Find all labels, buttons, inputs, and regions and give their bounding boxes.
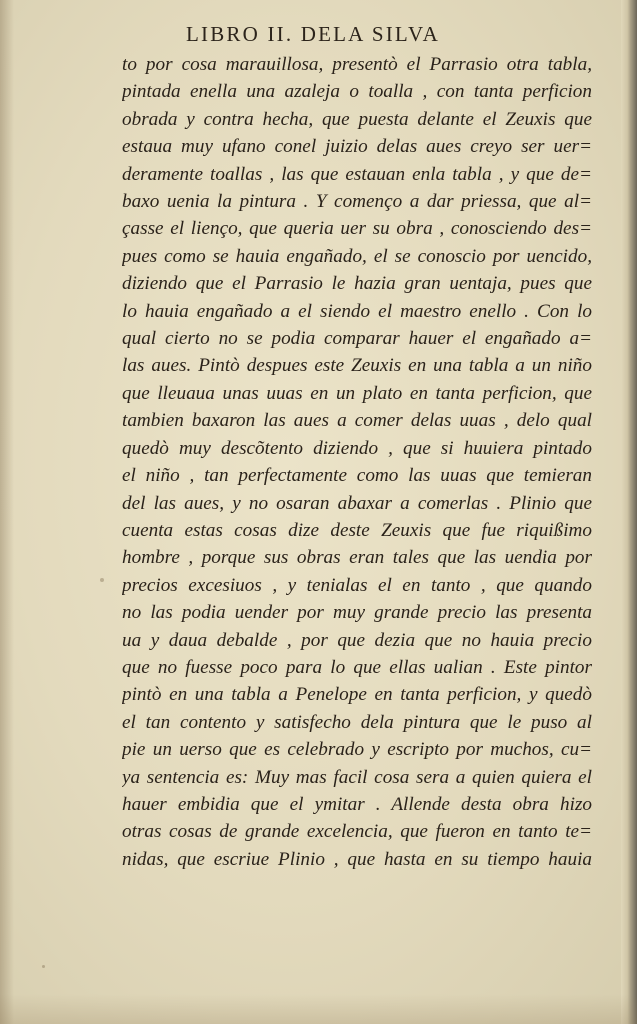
bottom-shadow <box>0 994 637 1024</box>
text-line: cuenta estas cosas dize deste Zeuxis que fue riquißimo <box>122 519 592 541</box>
text-line: to por cosa marauillosa, presentò el Parrasio otra tabla, <box>122 54 592 75</box>
text-line: çasse el lienço, que queria uer su obra , conosciendo des= <box>122 218 592 240</box>
text-line: obrada y contra hecha, que puesta delante el Zeuxis que <box>122 108 592 130</box>
text-line: lo hauia engañado a el siendo el maestro enello . Con lo <box>122 300 592 322</box>
text-line: diziendo que el Parrasio le hazia gran uentaja, pues que <box>122 273 592 295</box>
text-line: hombre , porque sus obras eran tales que las uendia por <box>122 547 592 569</box>
text-line: las aues. Pintò despues este Zeuxis en una tabla a un niño <box>122 355 592 377</box>
text-line: hauer embidia que el ymitar . Allende desta obra hizo <box>122 793 592 815</box>
text-line: no las podia uender por muy grande precio las presenta <box>122 602 592 624</box>
text-line: ya sentencia es: Muy mas facil cosa sera a quien quiera el <box>122 766 592 788</box>
page-edge <box>621 0 637 1024</box>
text-line: pues como se hauia engañado, el se conoscio por uencido, <box>122 245 592 267</box>
text-line: tambien baxaron las aues a comer delas uuas , delo qual <box>122 410 592 432</box>
text-line: pie un uerso que es celebrado y escripto por muchos, cu= <box>122 739 592 761</box>
text-line: nidas, que escriue Plinio , que hasta en su tiempo hauia <box>122 848 592 870</box>
ink-spot <box>100 578 104 582</box>
text-line: qual cierto no se podia comparar hauer el engañado a= <box>122 328 592 350</box>
text-line: deramente toallas , las que estauan enla tabla , y que de= <box>122 163 592 185</box>
text-line: estaua muy ufano conel juizio delas aues creyo ser uer= <box>122 136 592 158</box>
text-line: quedò muy descõtento diziendo , que si huuiera pintado <box>122 437 592 459</box>
text-line: precios excesiuos , y tenialas el en tanto , que quando <box>122 574 592 596</box>
text-line: pintada enella una azaleja o toalla , con tanta perficion <box>122 81 592 103</box>
body-text <box>122 51 592 873</box>
gutter-shadow <box>0 0 14 1024</box>
text-line: el tan contento y satisfecho dela pintura que le puso al <box>122 711 592 733</box>
text-line: ua y daua debalde , por que dezia que no hauia precio <box>122 629 592 651</box>
text-line: del las aues, y no osaran abaxar a comerlas . Plinio que <box>122 492 592 514</box>
text-line: el niño , tan perfectamente como las uuas que temieran <box>122 465 592 487</box>
text-line: baxo uenia la pintura . Y començo a dar priessa, que al= <box>122 191 592 213</box>
text-line: otras cosas de grande excelencia, que fueron en tanto te= <box>122 821 592 843</box>
text-line: que lleuaua unas uuas en un plato en tanta perficion, que <box>122 382 592 404</box>
text-line: pintò en una tabla a Penelope en tanta perficion, y quedò <box>122 684 592 706</box>
running-head: LIBRO II. DELA SILVA <box>186 22 441 46</box>
ink-spot <box>42 965 45 968</box>
text-line: que no fuesse poco para lo que ellas ualian . Este pintor <box>122 656 592 678</box>
